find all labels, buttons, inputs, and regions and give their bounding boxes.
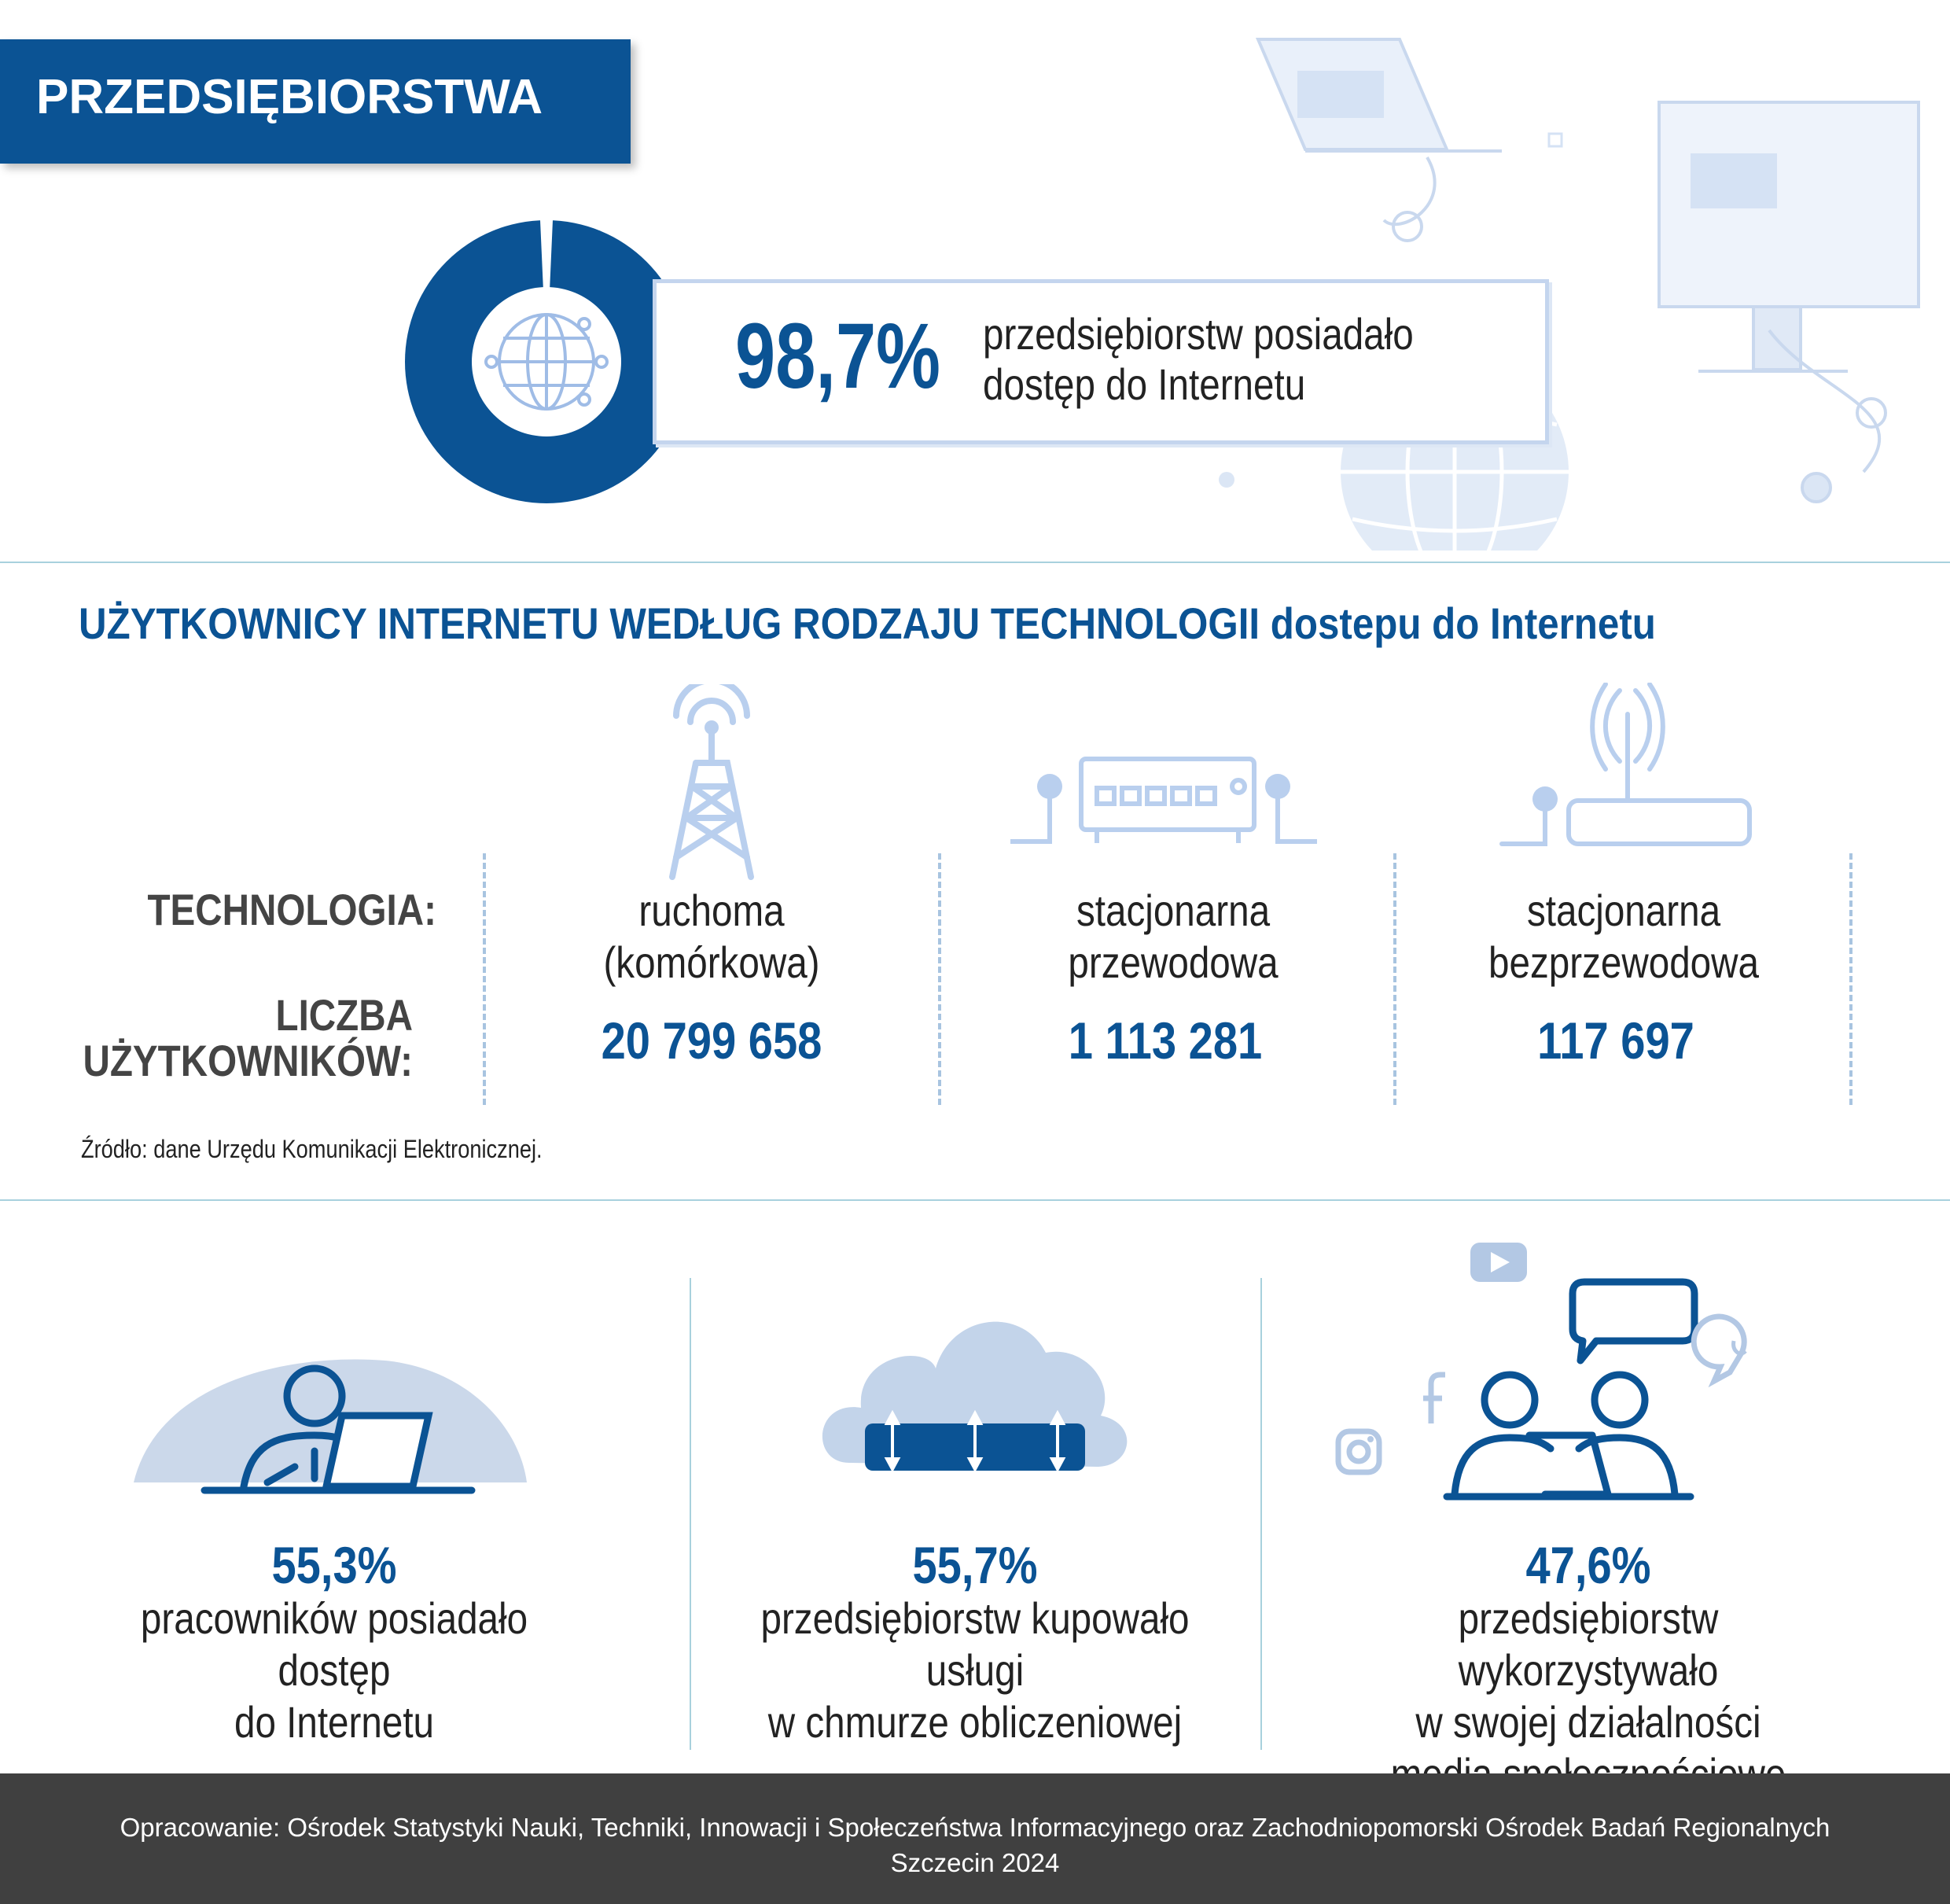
section-title-bold: UŻYTKOWNICY INTERNETU WEDŁUG RODZAJU TECHNOLOGII [79, 598, 1260, 648]
footer-place-year: Szczecin 2024 [890, 1848, 1060, 1877]
tech-name-wired [986, 885, 1360, 989]
stat-employees-text [80, 1593, 588, 1748]
label-technology: TECHNOLOGIA: [147, 885, 436, 934]
percentage-donut-icon [405, 220, 688, 503]
tech-users-wireless: 117 697 [1537, 1011, 1694, 1070]
stat-social-text [1334, 1593, 1842, 1800]
section-title [79, 598, 1656, 649]
tech-name-line: (komórkowa) [603, 937, 820, 987]
stat-text [983, 309, 1414, 410]
source-note: Źródło: dane Urzędu Komunikacji Elektronicznej. [81, 1135, 543, 1163]
footer [0, 1773, 1950, 1904]
label-users [12, 990, 414, 1085]
divider [0, 562, 1950, 563]
section-title-rest: dostepu do Internetu [1270, 598, 1656, 648]
footer-credit: Opracowanie: Ośrodek Statystyki Nauki, Techniki, Innowacji i Społeczeństwa Informacyjnego oraz Zachodniopomorski Ośrodek Badań Regionalnych [120, 1813, 1830, 1842]
cloud-icon [818, 1298, 1132, 1502]
stat-cloud-text [721, 1593, 1229, 1748]
tech-name-line: stacjonarna [1076, 886, 1271, 935]
tech-users-wired: 1 113 281 [1068, 1011, 1263, 1070]
stat-cloud-value: 55,7% [912, 1536, 1038, 1594]
divider [0, 1199, 1950, 1201]
column-divider [938, 853, 941, 1105]
column-divider [1849, 853, 1852, 1105]
stat-text-line: pracowników posiadało dostęp [140, 1593, 528, 1695]
stat-text-line: do Internetu [234, 1697, 435, 1747]
column-divider [1393, 853, 1396, 1105]
header-title: PRZEDSIĘBIORSTWA [36, 70, 543, 124]
tech-name-line: bezprzewodowa [1488, 937, 1759, 987]
tech-users-mobile: 20 799 658 [601, 1011, 822, 1070]
label-users-line1: LICZBA [275, 990, 413, 1040]
modem-icon [1006, 755, 1321, 849]
wifi-router-icon [1498, 683, 1757, 852]
column-divider [483, 853, 486, 1105]
stat-value: 98,7% [735, 304, 940, 408]
stat-text-line: przedsiębiorstw kupowało usługi [760, 1593, 1190, 1695]
column-divider [1260, 1278, 1262, 1750]
stat-social-value: 47,6% [1525, 1536, 1651, 1594]
cell-tower-icon [660, 684, 763, 881]
stat-text-line1: przedsiębiorstw posiadało [983, 309, 1414, 359]
tech-name-mobile [524, 885, 899, 989]
column-divider [690, 1278, 691, 1750]
worker-laptop-icon [126, 1337, 535, 1506]
social-media-icon [1321, 1235, 1808, 1510]
tech-name-line: przewodowa [1068, 937, 1279, 987]
stat-text-line2: dostęp do Internetu [983, 359, 1306, 409]
stat-employees-value: 55,3% [271, 1536, 397, 1594]
label-users-line2: UŻYTKOWNIKÓW: [83, 1036, 414, 1085]
tech-name-line: ruchoma [638, 886, 785, 935]
stat-text-line: przedsiębiorstw wykorzystywało [1458, 1593, 1719, 1695]
tech-name-wireless [1437, 885, 1811, 989]
header-banner [0, 39, 631, 164]
tech-name-line: stacjonarna [1526, 886, 1721, 935]
stat-text-line: w chmurze obliczeniowej [767, 1697, 1183, 1747]
stat-text-line: w swojej działalności [1415, 1697, 1761, 1747]
